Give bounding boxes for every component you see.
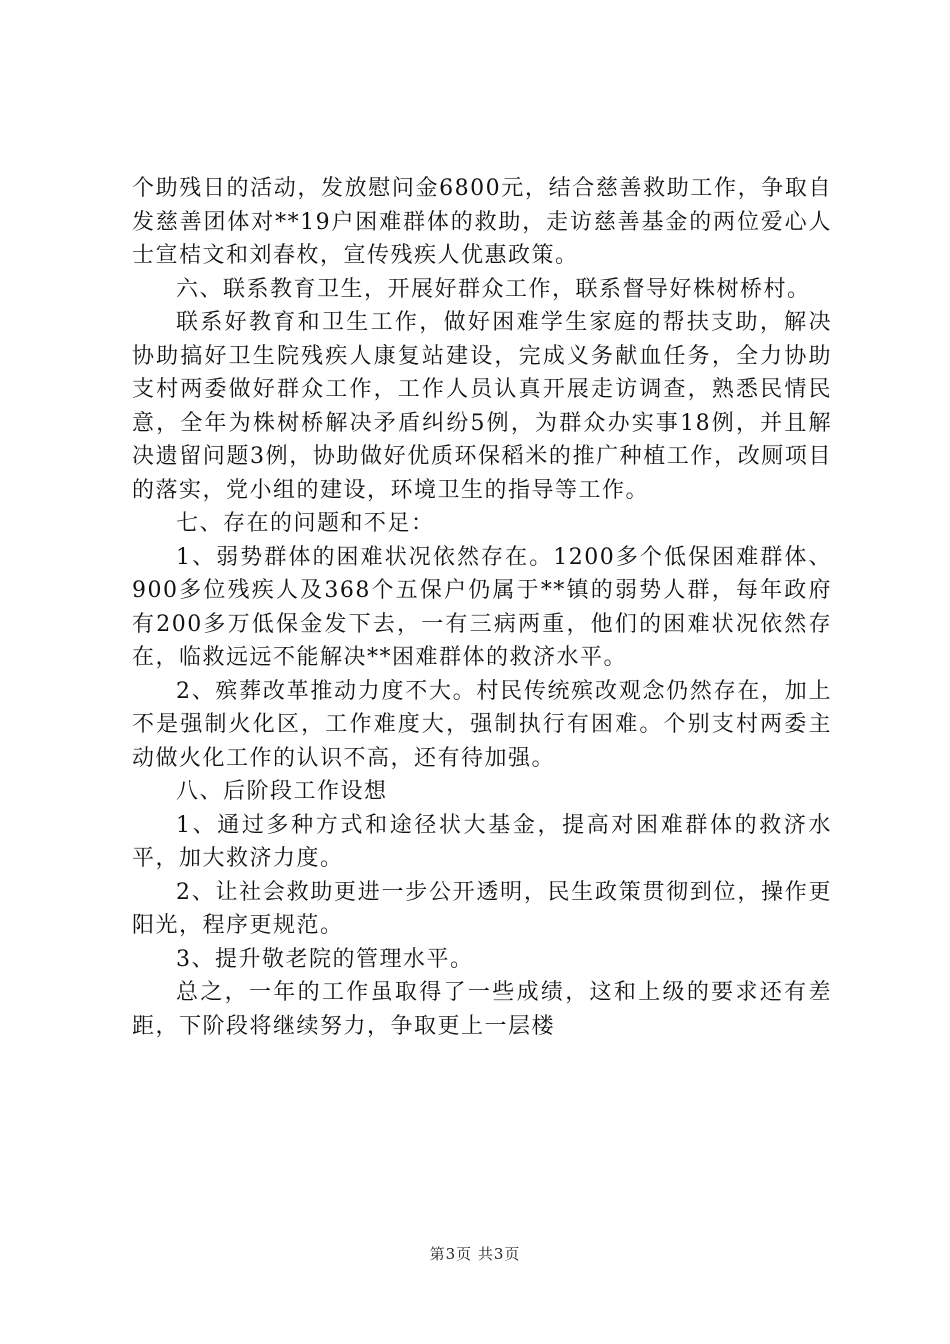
paragraph-section-8-heading: 八、后阶段工作设想 xyxy=(176,779,388,804)
paragraph-conclusion: 总之，一年的工作虽取得了一些成绩，这和上级的要求还有差距，下阶段将继续努力，争取更上一层楼 xyxy=(132,980,832,1039)
paragraph-continuation: 个助残日的活动，发放慰问金6800元，结合慈善救助工作，争取自发慈善团体对**19户困难群体的救助，走访慈善基金的两位爱心人士宣桔文和刘春枚，宣传残疾人优惠政策。 xyxy=(132,176,832,268)
paragraph-issue-2: 2、殡葬改革推动力度不大。村民传统殡改观念仍然存在，加上不是强制火化区，工作难度大，强制执行有困难。个别支村两委主动做火化工作的认识不高，还有待加强。 xyxy=(132,678,832,771)
paragraph-section-7-heading: 七、存在的问题和不足： xyxy=(176,511,435,536)
document-body xyxy=(132,172,832,1043)
paragraph-issue-1: 1、弱势群体的困难状况依然存在。1200多个低保困难群体、900多位残疾人及368个五保户仍属于**镇的弱势人群，每年政府有200多万低保金发下去，一有三病两重，他们的困难状况依然存在，临救远远不能解决**困难群体的救济水平。 xyxy=(132,544,832,670)
paragraph-plan-1: 1、通过多种方式和途径状大基金，提高对困难群体的救济水平，加大救济力度。 xyxy=(132,812,832,871)
paragraph-plan-2: 2、让社会救助更进一步公开透明，民生政策贯彻到位，操作更阳光，程序更规范。 xyxy=(132,879,832,938)
paragraph-section-6-heading: 六、联系教育卫生，开展好群众工作，联系督导好株树桥村。 xyxy=(176,276,811,302)
page-footer: 第3页 共3页 xyxy=(429,1245,521,1263)
paragraph-plan-3: 3、提升敬老院的管理水平。 xyxy=(176,946,474,972)
paragraph-section-6-body: 联系好教育和卫生工作，做好困难学生家庭的帮扶支助，解决协助搞好卫生院残疾人康复站建设，完成义务献血任务，全力协助支村两委做好群众工作，工作人员认真开展走访调查，熟悉民情民意，全年为株树桥解决矛盾纠纷5例，为群众办实事18例，并且解决遗留问题3例，协助做好优质环保稻米的推广种植工作，改厕项目的落实，党小组的建设，环境卫生的指导等工作。 xyxy=(132,310,832,503)
